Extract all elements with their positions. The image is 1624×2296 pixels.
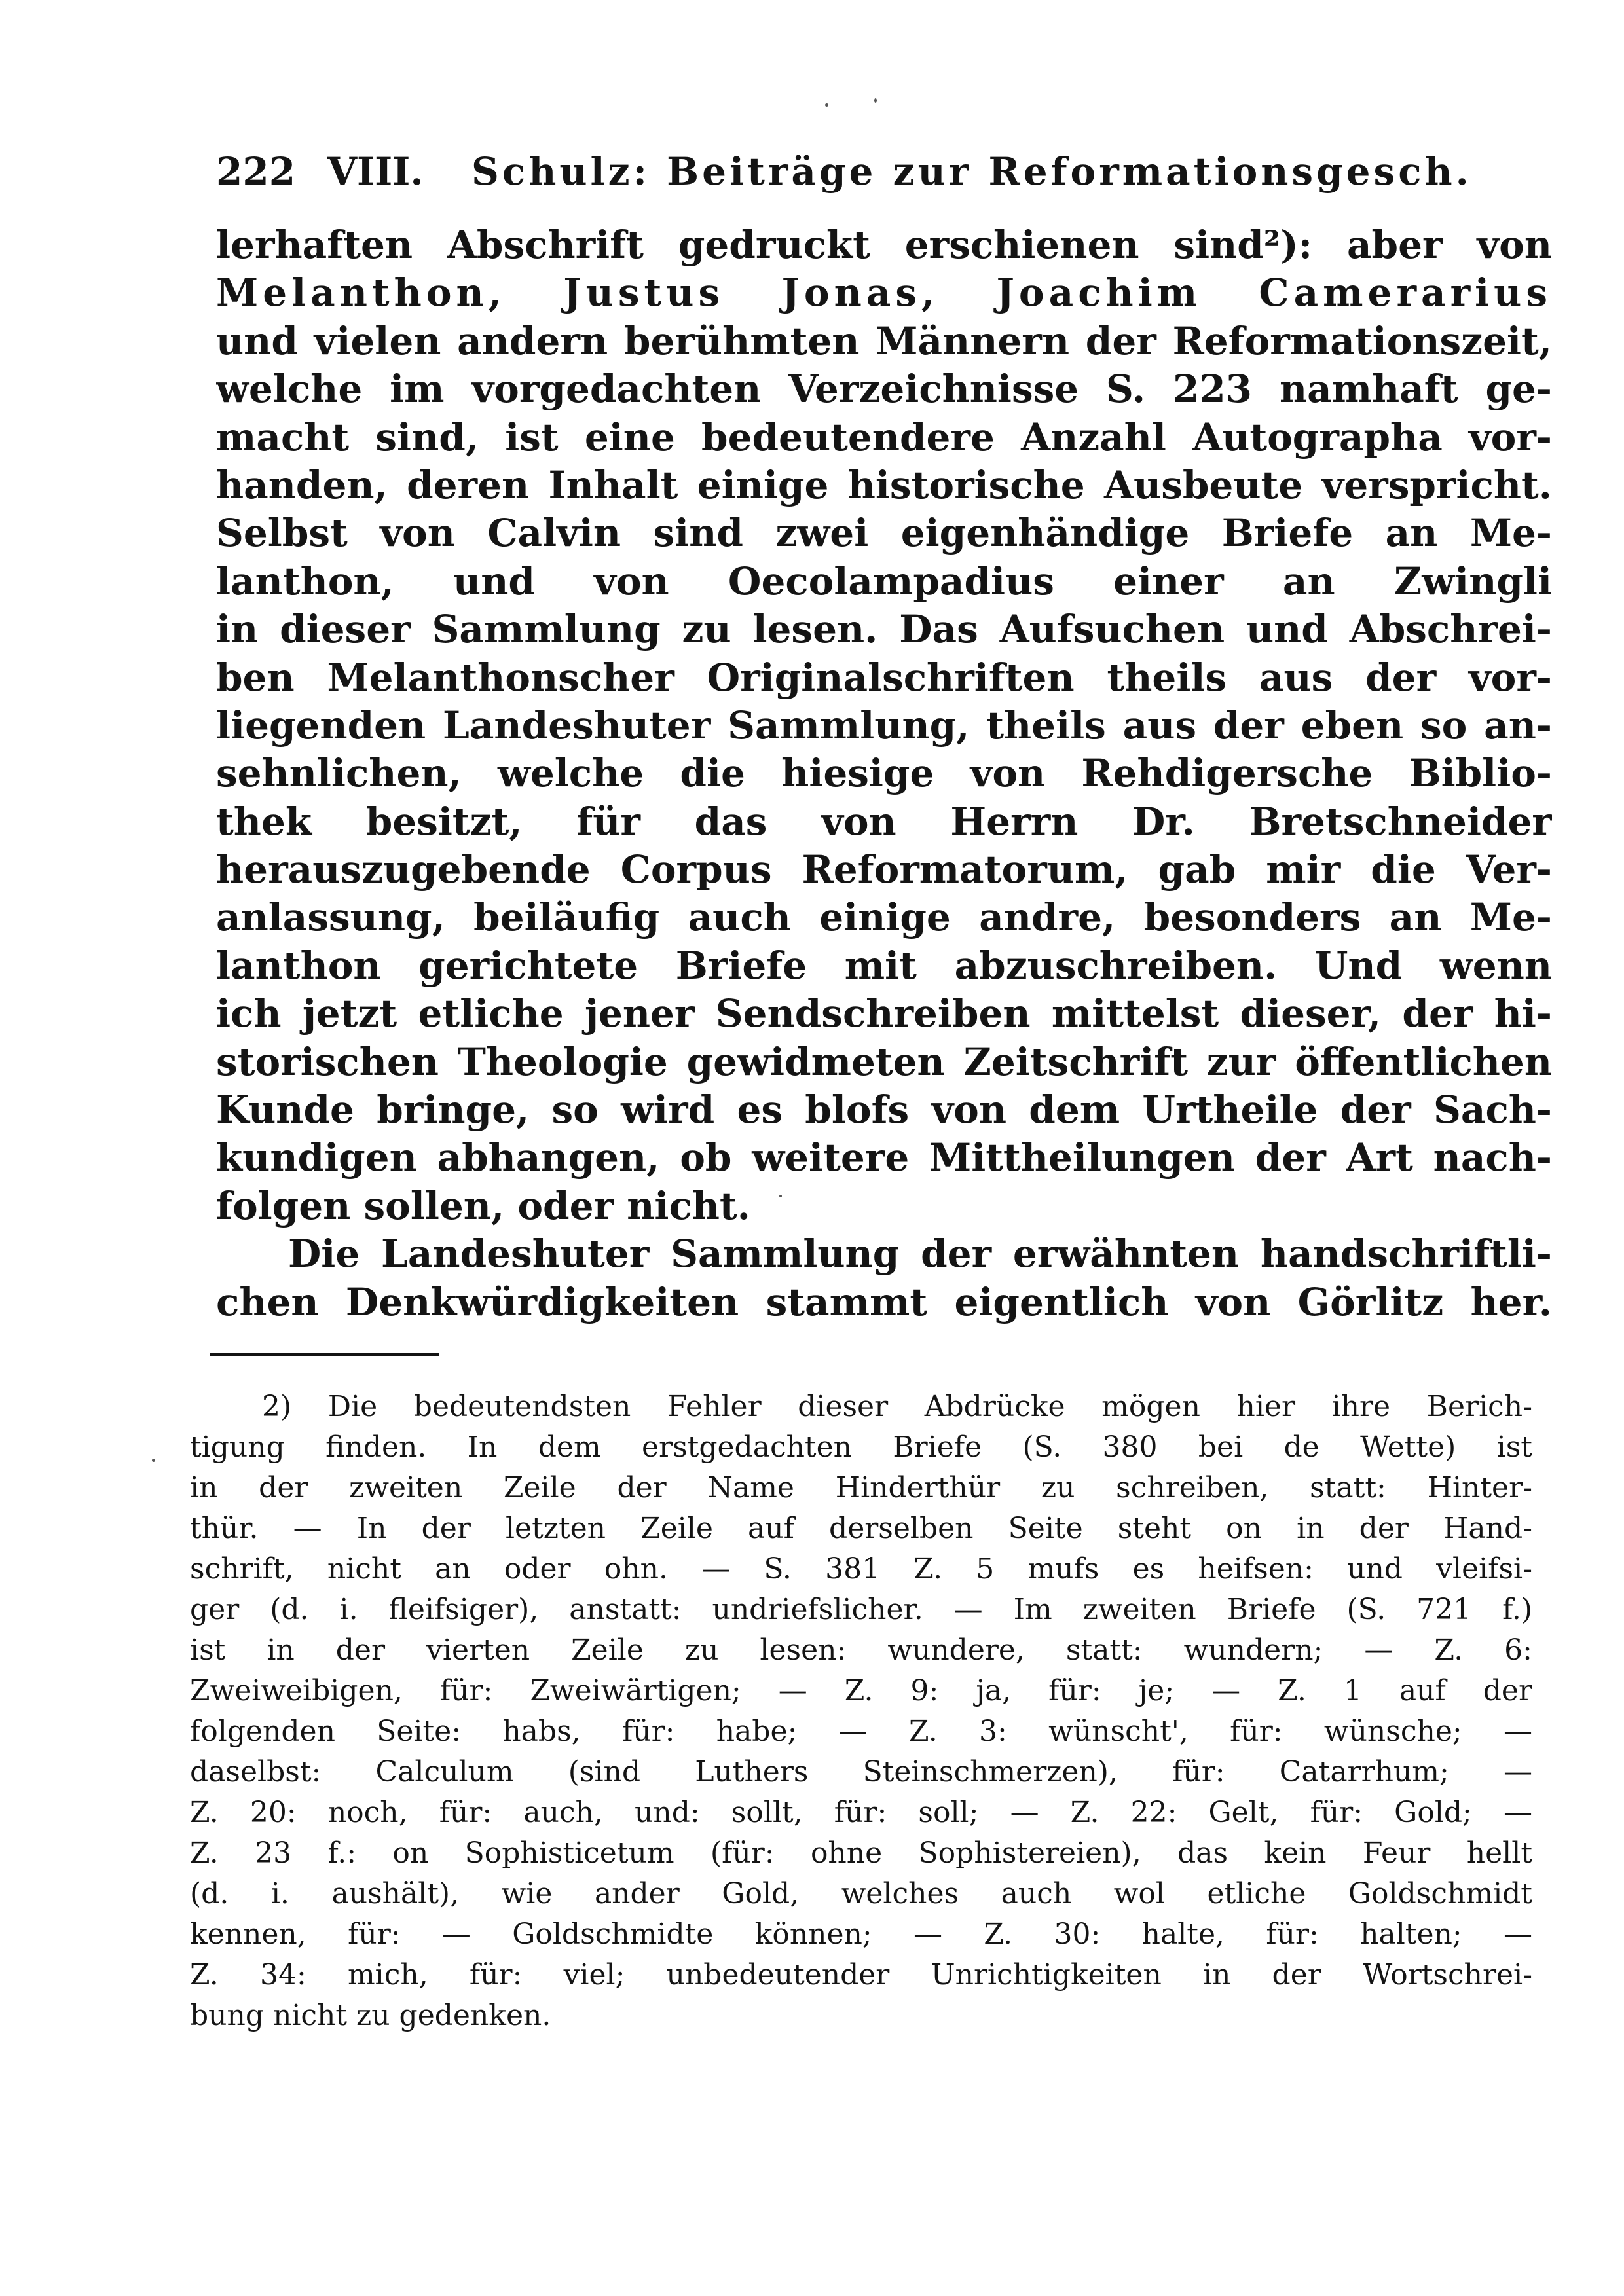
- footnote-line: Z. 23 f.: on Sophisticetum (für: ohne Sophistereien), das kein Feur hellt: [190, 1836, 1532, 1870]
- footnote: [190, 1387, 1532, 2036]
- chapter-number: VIII.: [327, 149, 424, 194]
- text-line: lanthon, und von Oecolampadius einer an Zwingli: [216, 558, 1552, 604]
- footnote-line: daselbst: Calculum (sind Luthers Steinschmerzen), für: Catarrhum; —: [190, 1755, 1532, 1789]
- text-line: Kunde bringe, so wird es blofs von dem Urtheile der Sach-: [216, 1087, 1552, 1133]
- text-line: lanthon gerichtete Briefe mit abzuschreiben. Und wenn: [216, 943, 1552, 988]
- running-header: [216, 136, 1552, 202]
- footnote-line: 2) Die bedeutendsten Fehler dieser Abdrücke mögen hier ihre Berich-: [262, 1390, 1532, 1423]
- text-line: anlassung, beiläufig auch einige andre, besonders an Me-: [216, 895, 1552, 940]
- scan-speck: [152, 1459, 155, 1462]
- text-line: ich jetzt etliche jener Sendschreiben mittelst dieser, der hi-: [216, 991, 1552, 1036]
- text-line: handen, deren Inhalt einige historische Ausbeute verspricht.: [216, 462, 1552, 507]
- main-text: [216, 221, 1552, 1326]
- text-line: Selbst von Calvin sind zwei eigenhändige Briefe an Me-: [216, 511, 1552, 556]
- text-line: sehnlichen, welche die hiesige von Rehdigersche Biblio-: [216, 751, 1552, 796]
- text-line: kundigen abhangen, ob weitere Mittheilungen der Art nach-: [216, 1135, 1552, 1180]
- scan-speck: [825, 103, 828, 107]
- footnote-line: folgenden Seite: habs, für: habe; — Z. 3: wünscht', für: wünsche; —: [190, 1715, 1532, 1748]
- scan-speck: [874, 98, 877, 103]
- text-line: welche im vorgedachten Verzeichnisse S. 223 namhaft ge-: [216, 367, 1552, 412]
- text-line: lerhaften Abschrift gedruckt erschienen sind²): aber von: [216, 223, 1552, 267]
- text-line: Melanthon, Justus Jonas, Joachim Camerarius: [216, 270, 1552, 316]
- footnote-line: (d. i. aushält), wie ander Gold, welches auch wol etliche Goldschmidt: [190, 1877, 1532, 1910]
- footnote-line: tigung finden. In dem erstgedachten Briefe (S. 380 bei de Wette) ist: [190, 1430, 1532, 1464]
- footnote-line: kennen, für: — Goldschmidte können; — Z. 30: halte, für: halten; —: [190, 1918, 1532, 1951]
- footnote-line: Z. 34: mich, für: viel; unbedeutender Unrichtigkeiten in der Wortschrei-: [190, 1958, 1532, 1992]
- footnote-line: schrift, nicht an oder ohn. — S. 381 Z. 5 mufs es heifsen: und vleifsi-: [190, 1552, 1532, 1586]
- text-line: ben Melanthonscher Originalschriften theils aus der vor-: [216, 655, 1552, 700]
- footnote-line: bung nicht zu gedenken.: [190, 1999, 551, 2032]
- page-number: 222: [216, 149, 296, 194]
- text-line: Die Landeshuter Sammlung der erwähnten handschriftli-: [288, 1231, 1552, 1277]
- footnote-line: ist in der vierten Zeile zu lesen: wundere, statt: wundern; — Z. 6:: [190, 1633, 1532, 1667]
- footnote-line: in der zweiten Zeile der Name Hinderthür zu schreiben, statt: Hinter-: [190, 1471, 1532, 1504]
- text-line: folgen sollen, oder nicht.: [216, 1183, 750, 1228]
- scan-speck: [779, 1195, 782, 1197]
- running-title: Schulz: Beiträge zur Reformationsgesch.: [471, 149, 1472, 194]
- text-line: thek besitzt, für das von Herrn Dr. Bretschneider: [216, 799, 1552, 844]
- footnote-line: thür. — In der letzten Zeile auf derselben Seite steht on in der Hand-: [190, 1512, 1532, 1545]
- text-line: chen Denkwürdigkeiten stammt eigentlich von Görlitz her.: [216, 1279, 1552, 1324]
- text-line: storischen Theologie gewidmeten Zeitschrift zur öffentlichen: [216, 1039, 1552, 1084]
- text-line: herauszugebende Corpus Reformatorum, gab mir die Ver-: [216, 847, 1552, 892]
- footnote-line: Zweiweibigen, für: Zweiwärtigen; — Z. 9: ja, für: je; — Z. 1 auf der: [190, 1674, 1532, 1707]
- footnote-line: Z. 20: noch, für: auch, und: sollt, für: soll; — Z. 22: Gelt, für: Gold; —: [190, 1796, 1532, 1829]
- text-line: und vielen andern berühmten Männern der Reformationszeit,: [216, 318, 1552, 363]
- text-line: macht sind, ist eine bedeutendere Anzahl Autographa vor-: [216, 414, 1552, 460]
- text-line: liegenden Landeshuter Sammlung, theils aus der eben so an-: [216, 702, 1552, 748]
- text-line: in dieser Sammlung zu lesen. Das Aufsuchen und Abschrei-: [216, 607, 1552, 652]
- footnote-rule: [210, 1353, 439, 1356]
- footnote-line: ger (d. i. fleifsiger), anstatt: undriefslicher. — Im zweiten Briefe (S. 721 f.): [190, 1593, 1532, 1626]
